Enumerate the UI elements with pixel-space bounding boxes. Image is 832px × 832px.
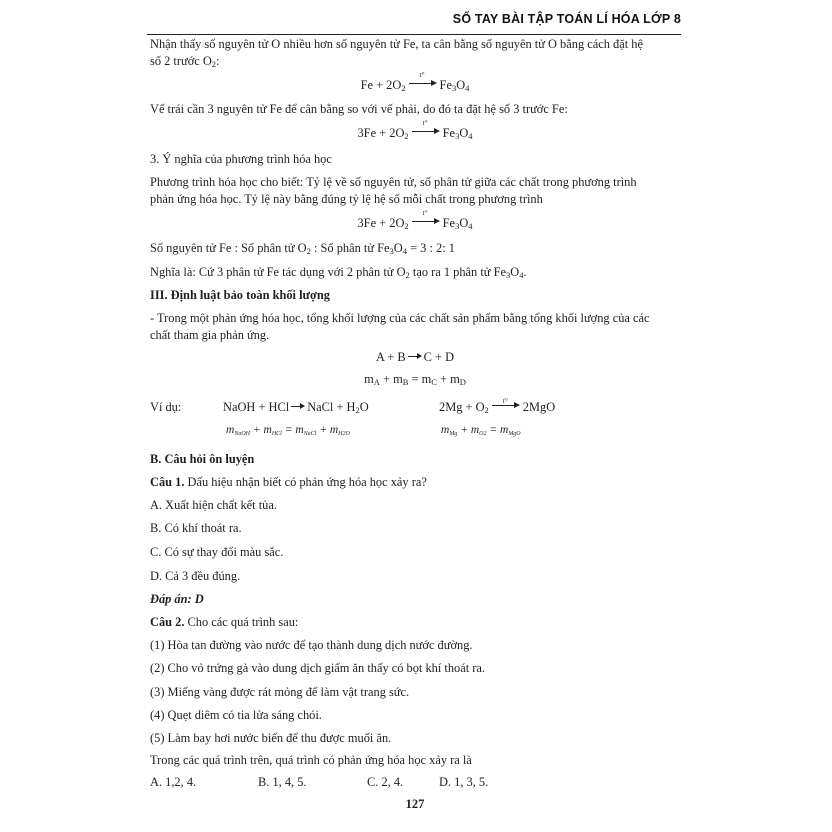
reaction-arrow: t° (412, 126, 440, 136)
paragraph-line: số 2 trước $O_2$: (150, 54, 220, 69)
mass-equation-2: $m_{Mg} + m_{O2} = m_{MgO}$ (441, 424, 521, 437)
reaction-arrow (291, 402, 305, 410)
process-item: (1) Hòa tan đường vào nước để tạo thành dung dịch nước đường. (150, 638, 473, 652)
option-line: D. Cả 3 đều đúng. (150, 569, 241, 583)
option-d: D. 1, 3, 5. (439, 775, 489, 789)
equation-2: $3Fe + 2O_2$ t° $Fe_3O_4$ (357, 119, 473, 141)
option-line: B. Có khí thoát ra. (150, 521, 242, 535)
law-mass-equation: $m_A + m_B = m_C + m_D$ (364, 372, 466, 387)
paragraph-line: Vế trái cần 3 nguyên tử Fe để cân bằng so với vế phải, do đó ta đặt hệ số 3 trước Fe: (150, 102, 568, 116)
process-item: (2) Cho vỏ trứng gà vào dung dịch giấm ăn thấy có bọt khí thoát ra. (150, 661, 485, 675)
process-item: (3) Miếng vàng được rát mỏng để làm vật trang sức. (150, 685, 410, 699)
question-2: Câu 2. Cho các quá trình sau: (150, 615, 299, 629)
reaction-arrow (408, 352, 422, 360)
section-heading: III. Định luật bảo toàn khối lượng (150, 288, 330, 302)
page-number: 127 (405, 797, 425, 811)
example-equation-2: $2Mg + O_2$ t° 2MgO (439, 397, 556, 415)
reaction-arrow: t° (492, 400, 520, 410)
ratio-line: Số nguyên tử Fe : Số phân tử $O_2$ : Số phân tử $Fe_3O_4 = 3$ : 2: 1 (150, 241, 455, 256)
option-b: B. 1, 4, 5. (258, 775, 307, 789)
option-a: A. 1,2, 4. (150, 775, 197, 789)
answer-line: Đáp án: D (150, 592, 204, 606)
process-item: (4) Quẹt diêm có tia lửa sáng chói. (150, 708, 322, 722)
question-1: Câu 1. Dấu hiệu nhận biết có phản ứng hóa học xảy ra? (150, 475, 427, 489)
option-line: A. Xuất hiện chất kết tủa. (150, 498, 277, 512)
equation-1: $Fe + 2O_2$ t° $Fe_3O_4$ (360, 71, 470, 93)
process-item: (5) Làm bay hơi nước biển để thu được muối ăn. (150, 731, 392, 745)
paragraph-line: phản ứng hóa học. Tỷ lệ này bằng đúng tỷ lệ hệ số mỗi chất trong phương trình (150, 192, 543, 206)
example-label: Ví dụ: (150, 400, 182, 414)
meaning-line: Nghĩa là: Cứ 3 phân tử Fe tác dụng với 2 phân tử $O_2$ tạo ra 1 phân tử $Fe_3O_4$. (150, 265, 527, 280)
page-header (147, 10, 681, 35)
law-equation: A + B C + D (375, 350, 455, 364)
equation-3: $3Fe + 2O_2$ t° $Fe_3O_4$ (357, 209, 473, 231)
paragraph-line: - Trong một phản ứng hóa học, tổng khối lượng của các chất sản phẩm bằng tổng khối lượng của các (150, 311, 650, 325)
section-heading: 3. Ý nghĩa của phương trình hóa học (150, 152, 332, 166)
paragraph-line: Phương trình hóa học cho biết: Tỷ lệ về số nguyên tử, số phân tử giữa các chất trong phương trình (150, 175, 637, 189)
paragraph-line: Nhận thấy số nguyên tử O nhiều hơn số nguyên tử Fe, ta cân bằng số nguyên tử O bằng cách đặt hệ (150, 37, 643, 51)
mass-equation-1: $m_{NaOH} + m_{HCl} = m_{NaCl} + m_{H2O}$ (226, 424, 350, 437)
header-title: SỔ TAY BÀI TẬP TOÁN LÍ HÓA LỚP 8 (452, 12, 681, 26)
paragraph-line: chất tham gia phản ứng. (150, 328, 270, 342)
option-line: C. Có sự thay đổi màu sắc. (150, 545, 284, 559)
option-c: C. 2, 4. (367, 775, 404, 789)
reaction-arrow: t° (409, 78, 437, 88)
reaction-arrow: t° (412, 216, 440, 226)
section-heading: B. Câu hỏi ôn luyện (150, 452, 255, 466)
question-prompt: Trong các quá trình trên, quá trình có phản ứng hóa học xảy ra là (150, 753, 472, 767)
example-equation-1: NaOH + HCl NaCl + $H_2O$ (223, 400, 369, 415)
